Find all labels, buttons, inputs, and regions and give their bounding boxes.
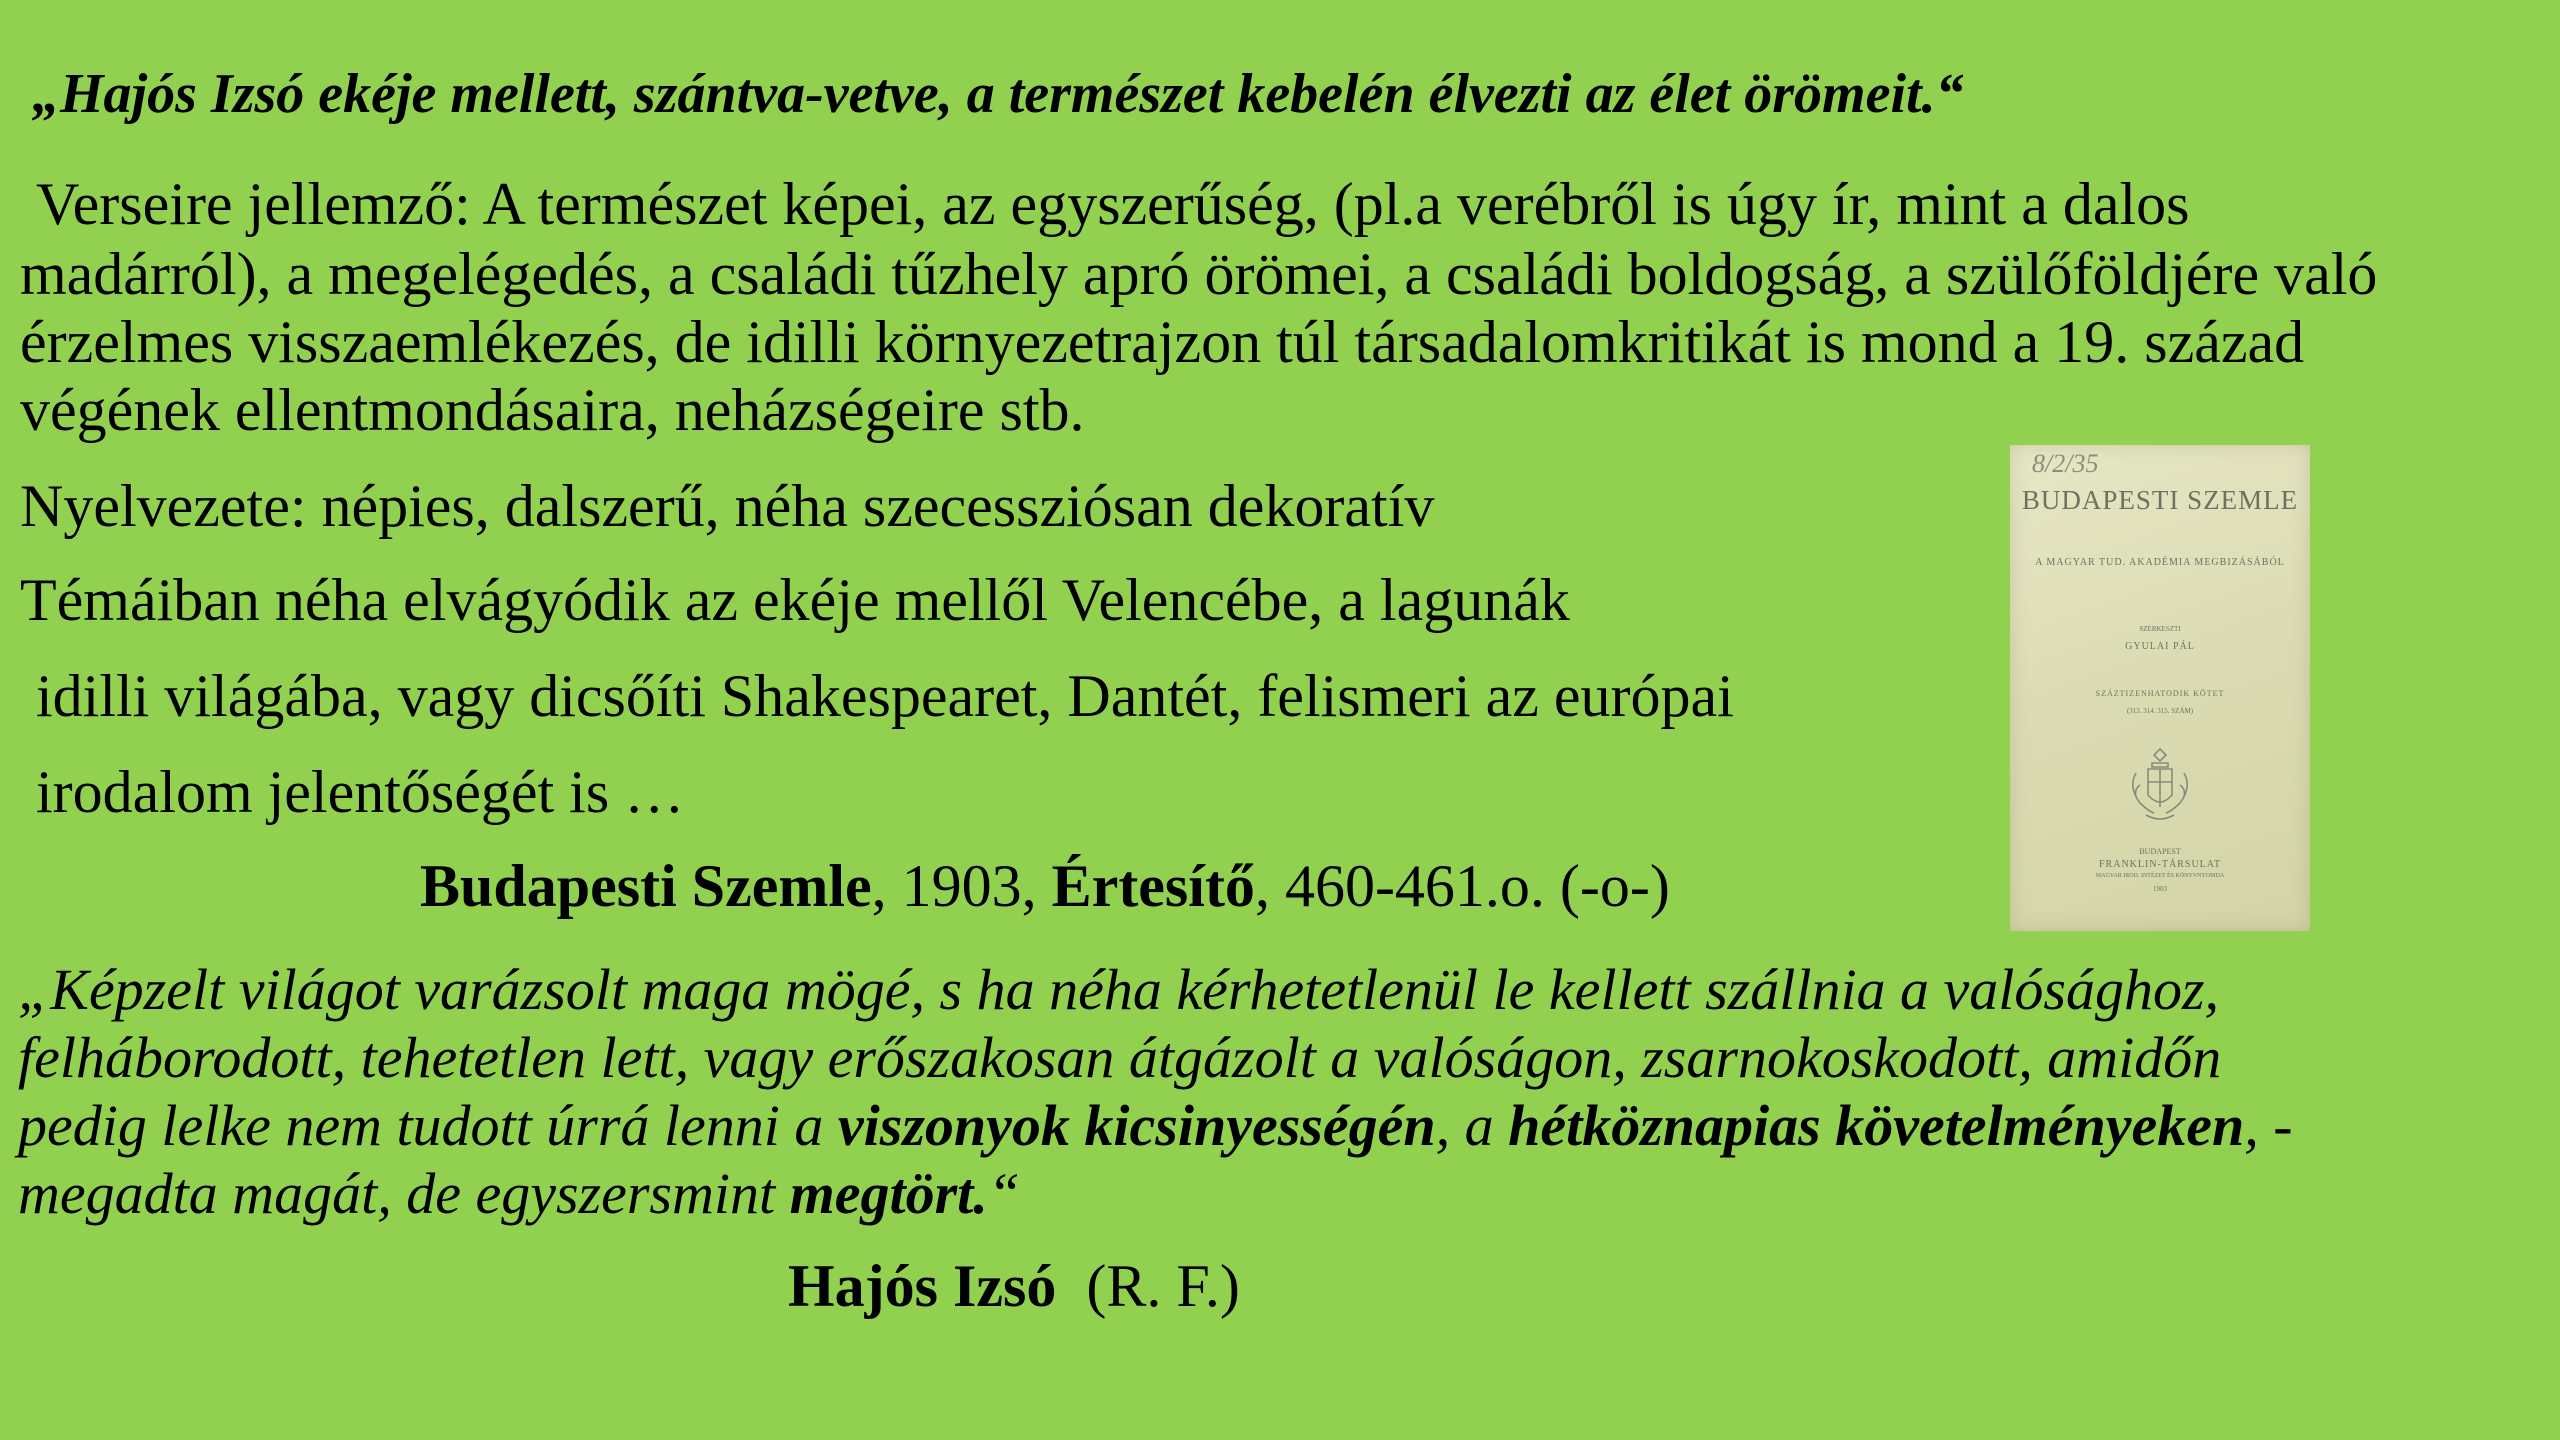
characteristics-line-2: madárról), a megelégedés, a családi tűzhely apró örömei, a családi boldogság, a szülőföldjére való [20, 241, 2378, 307]
book-title: BUDAPESTI SZEMLE [2021, 485, 2299, 515]
themes-line-3: irodalom jelentőségét is … [36, 759, 685, 825]
closing-quote-line-3 [18, 1092, 2293, 1159]
book-volume: SZÁZTIZENHATODIK KÖTET [2095, 689, 2225, 698]
closing-quote-line-4 [18, 1160, 1020, 1227]
language-line: Nyelvezete: népies, dalszerű, néha szecessziósan dekoratív [20, 473, 1435, 539]
characteristics-line-1: Verseire jellemző: A természet képei, az egyszerűség, (pl.a verébről is úgy ír, mint a dalos [36, 171, 2190, 237]
quote-text: megadta magát, de egyszersmint [18, 1161, 790, 1226]
quote-text: , - [2244, 1093, 2293, 1158]
book-editor-caption: SZERKESZTI [2139, 625, 2181, 633]
quote-emphasis: viszonyok kicsinyességén [837, 1093, 1436, 1158]
source-reference [420, 852, 1670, 921]
characteristics-line-4: végének ellentmondásaira, neházségeire stb. [20, 377, 1085, 443]
quote-emphasis: megtört. [789, 1161, 988, 1226]
book-editor: GYULAI PÁL [2125, 641, 2195, 652]
publisher-city: BUDAPEST [2139, 847, 2181, 856]
book-cover-image [2010, 445, 2310, 931]
reference-year: , 1903, [871, 853, 1052, 919]
book-subtitle: A MAGYAR TUD. AKADÉMIA MEGBIZÁSÁBÓL [2035, 557, 2285, 568]
themes-line-1: Témáiban néha elvágyódik az ekéje mellől Velencébe, a lagunák [20, 567, 1570, 633]
journal-name: Budapesti Szemle [420, 853, 872, 919]
closing-quote-line-2: felháborodott, tehetetlen lett, vagy erőszakosan átgázolt a valóságon, zsarnokoskodott, amidőn [18, 1025, 2222, 1090]
quote-emphasis: hétköznapias követelményeken [1508, 1093, 2245, 1158]
author-name: Hajós Izsó [788, 1253, 1057, 1319]
library-mark: 8/2/35 [2032, 449, 2099, 478]
section-name: Értesítő [1051, 853, 1255, 919]
quote-text: , a [1435, 1093, 1509, 1158]
quote-text: “ [987, 1161, 1021, 1226]
author-initials: (R. F.) [1086, 1253, 1240, 1319]
publication-year: 1903 [2153, 885, 2167, 893]
publisher-name: FRANKLIN-TÁRSULAT [2099, 859, 2221, 870]
opening-quote: „Hajós Izsó ekéje mellett, szántva-vetve, a természet kebelén élvezti az élet örömeit.“ [32, 63, 1964, 125]
quote-text: pedig lelke nem tudott úrrá lenni a [18, 1093, 838, 1158]
closing-quote-line-1: „Képzelt világot varázsolt maga mögé, s ha néha kérhetetlenül le kellett szállnia a valósághoz, [18, 957, 2220, 1022]
book-issue-numbers: (313. 314. 315. SZÁM) [2126, 707, 2194, 715]
reference-pages: , 460-461.o. (-o-) [1254, 853, 1670, 919]
themes-line-2: idilli világába, vagy dicsőíti Shakespearet, Dantét, felismeri az európai [36, 663, 1734, 729]
signature [788, 1252, 1240, 1321]
publisher-subtitle: MAGYAR IROD. INTÉZET ÉS KÖNYVNYOMDA [2095, 873, 2225, 879]
characteristics-line-3: érzelmes visszaemlékezés, de idilli környezetrajzon túl társadalomkritikát is mond a 19. század [20, 309, 2305, 375]
coat-of-arms-icon [2122, 745, 2198, 825]
